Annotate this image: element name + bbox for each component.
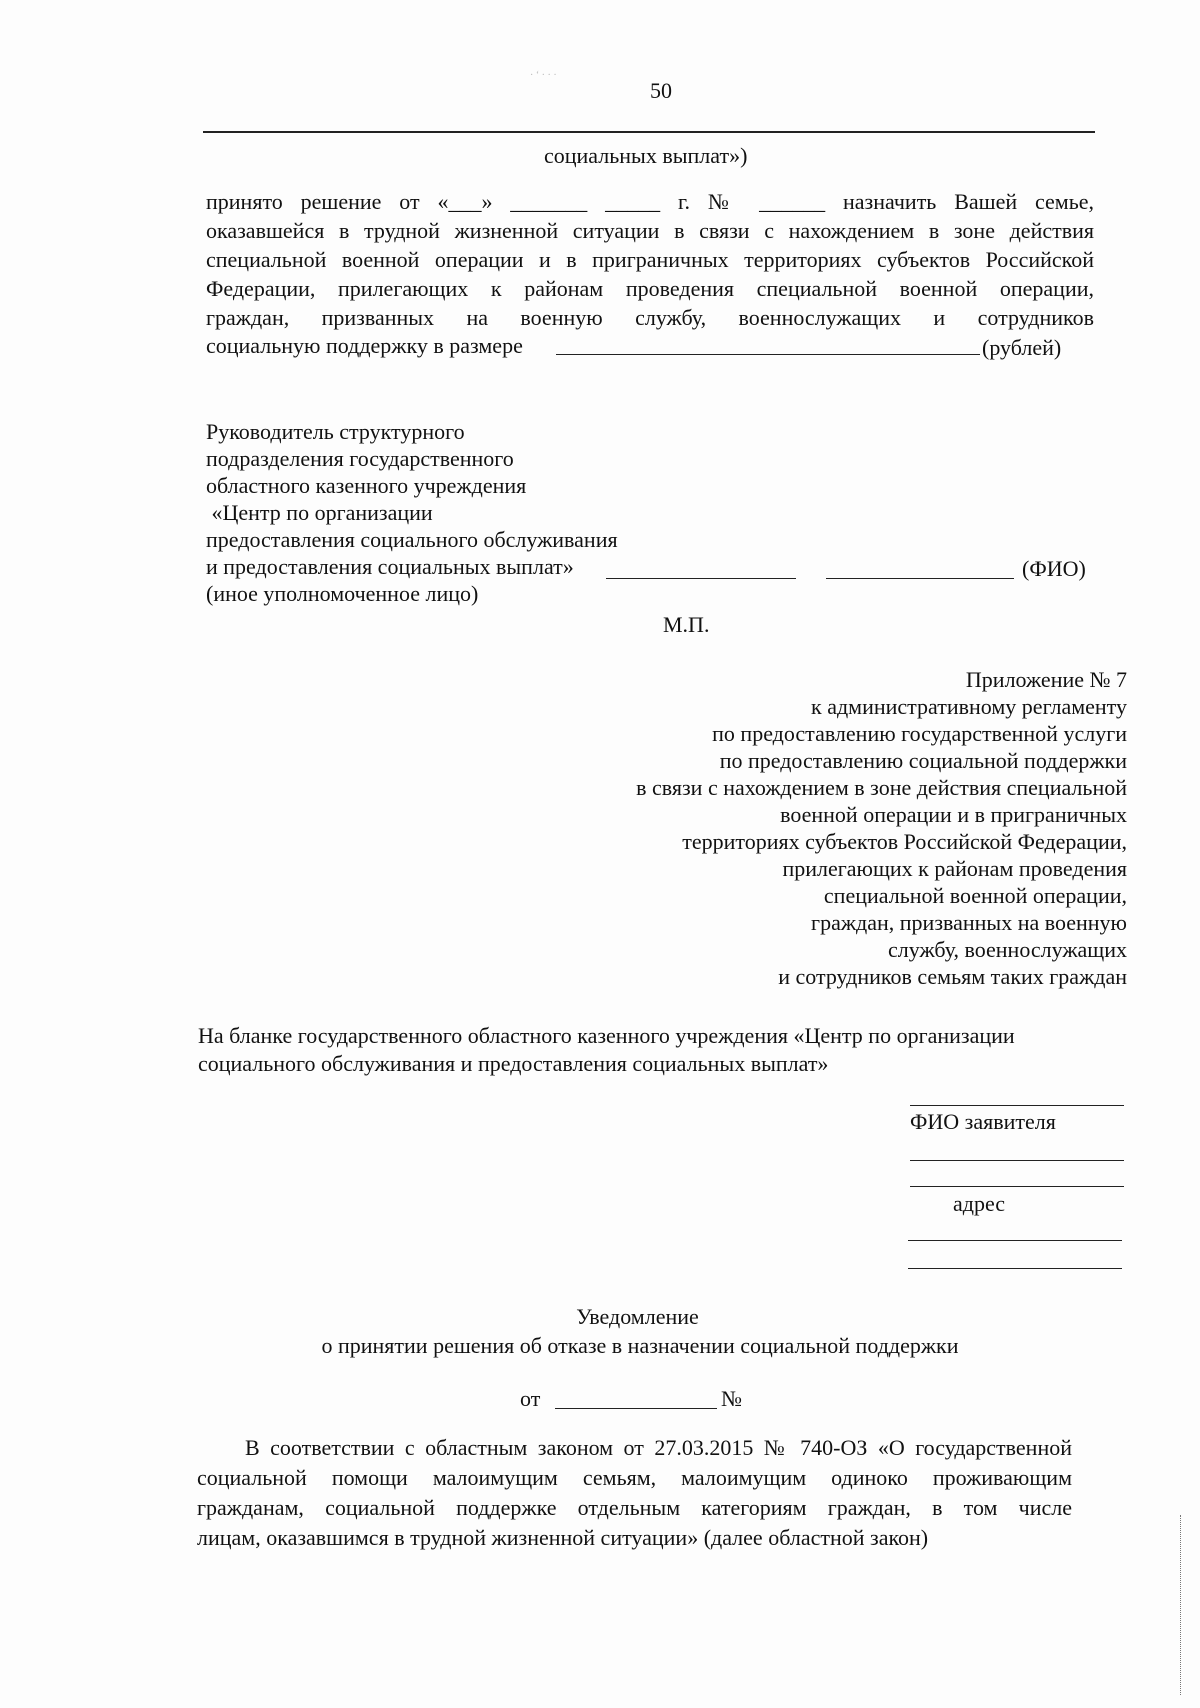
letterhead-line: социального обслуживания и предоставления социальных выплат» <box>198 1051 829 1076</box>
date-blank <box>555 1408 717 1409</box>
appendix-line: и сотрудников семьям таких граждан <box>778 964 1127 989</box>
signatory-line: предоставления социального обслуживания <box>206 527 618 552</box>
date-prefix: от <box>520 1386 541 1411</box>
appendix-line: в связи с нахождением в зоне действия специальной <box>636 775 1127 800</box>
applicant-fio-label: ФИО заявителя <box>910 1109 1056 1134</box>
amount-blank <box>556 354 980 355</box>
appendix-line: специальной военной операции, <box>823 883 1127 908</box>
appendix-line: территориях субъектов Российской Федерации, <box>682 829 1127 854</box>
amount-suffix: (рублей) <box>982 335 1062 360</box>
decision-line: граждан, призванных на военную службу, военнослужащих и сотрудников <box>206 305 1094 330</box>
signatory-line: и предоставления социальных выплат» <box>206 554 574 579</box>
notice-subtitle: о принятии решения об отказе в назначении социальной поддержки <box>321 1333 959 1358</box>
appendix-line: к административному регламенту <box>811 694 1127 719</box>
fio-blank <box>826 578 1014 579</box>
law-line: социальной помощи малоимущим семьям, малоимущим одиноко проживающим <box>197 1465 1072 1490</box>
recipient-blank <box>910 1105 1124 1106</box>
signatory-line: подразделения государственного <box>206 446 514 471</box>
appendix-line: прилегающих к районам проведения <box>782 856 1127 881</box>
signature-blank <box>606 578 796 579</box>
decision-line: оказавшейся в трудной жизненной ситуации в связи с нахождением в зоне действия <box>206 218 1094 243</box>
appendix-line: по предоставлению государственной услуги <box>712 721 1127 746</box>
law-line: В соответствии с областным законом от 27.03.2015 № 740-ОЗ «О государственной <box>245 1435 1072 1460</box>
recipient-blank <box>910 1186 1124 1187</box>
law-line: лицам, оказавшимся в трудной жизненной ситуации» (далее областной закон) <box>197 1525 929 1550</box>
recipient-blank <box>908 1268 1122 1269</box>
recipient-blank <box>910 1160 1124 1161</box>
amount-prefix: социальную поддержку в размере <box>206 333 523 358</box>
decision-line: принято решение от «___» _______ _____ г. № ______ назначить Вашей семье, <box>206 189 1094 214</box>
appendix-line: по предоставлению социальной поддержки <box>719 748 1127 773</box>
notice-title: Уведомление <box>576 1304 699 1329</box>
fio-label: (ФИО) <box>1022 556 1086 581</box>
appendix-line: Приложение № 7 <box>965 667 1127 692</box>
other-person-label: (иное уполномоченное лицо) <box>206 581 479 606</box>
number-sign: № <box>721 1386 742 1411</box>
continued-heading: социальных выплат») <box>544 143 748 168</box>
appendix-line: службу, военнослужащих <box>887 937 1127 962</box>
appendix-line: граждан, призванных на военную <box>811 910 1127 935</box>
signatory-line: областного казенного учреждения <box>206 473 527 498</box>
scan-speck: · ‘ · · · <box>530 70 557 81</box>
recipient-blank <box>908 1240 1122 1241</box>
appendix-line: военной операции и в приграничных <box>780 802 1127 827</box>
seal-label: М.П. <box>663 612 710 637</box>
signatory-line: Руководитель структурного <box>206 419 465 444</box>
letterhead-line: На бланке государственного областного казенного учреждения «Центр по организации <box>198 1023 1015 1048</box>
law-line: гражданам, социальной поддержке отдельным категориям граждан, в том числе <box>197 1495 1072 1520</box>
decision-line: Федерации, прилегающих к районам проведения специальной военной операции, <box>206 276 1094 301</box>
header-rule <box>203 131 1095 133</box>
decision-line: специальной военной операции и в приграничных территориях субъектов Российской <box>206 247 1094 272</box>
scan-edge-mark <box>1180 1515 1181 1695</box>
page-number: 50 <box>650 78 672 103</box>
signatory-line: «Центр по организации <box>206 500 433 525</box>
address-label: адрес <box>953 1191 1006 1216</box>
